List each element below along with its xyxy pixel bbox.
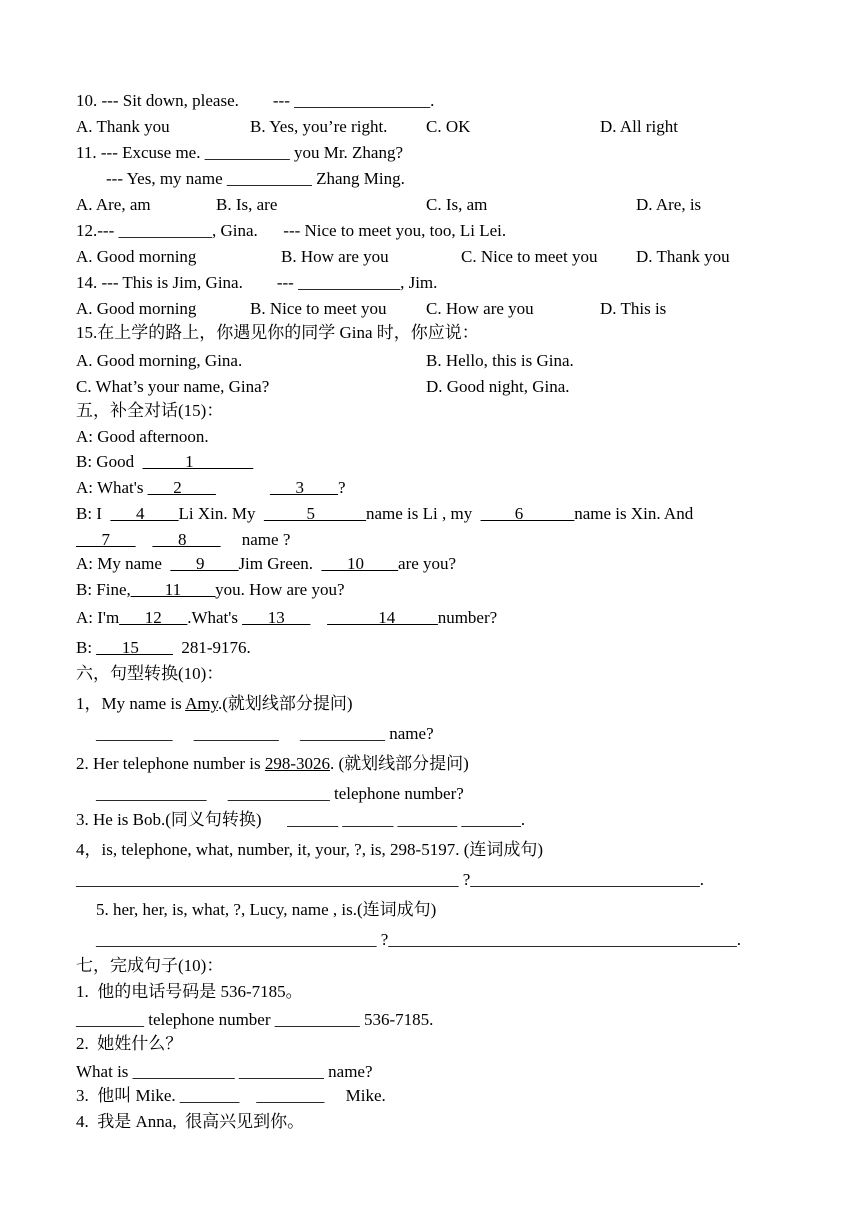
section6-item-3: 3. He is Bob.(同义句转换) ______ ______ _______ _______. [76,810,526,829]
blank-10: ___10____ [321,554,399,573]
dialog-text: A: I'm [76,608,120,627]
dialog-text: name is Li , my [365,504,481,523]
q12-option-b: B. How are you [281,247,389,266]
q14-option-b: B. Nice to meet you [250,299,387,318]
q12-option-a: A. Good morning [76,247,197,266]
blank-11: ____11____ [130,580,216,599]
dialog-text: B: Fine, [76,580,131,599]
q14-option-c: C. How are you [426,299,534,318]
dialog-text: B: I [76,504,111,523]
q11-option-a: A. Are, am [76,195,151,214]
section6-answer-1: _________ __________ __________ name? [96,724,434,743]
q15-option-a: A. Good morning, Gina. [76,351,243,370]
dialog-text: are you? [398,554,457,573]
section6-answer-4: _____________________________________________ ?___________________________. [76,870,705,889]
blank-3: ___3____ [270,478,338,497]
dialog-text: Li Xin. My [178,504,264,523]
dialog-line-1: A: Good afternoon. [76,427,209,446]
dialog-line-2 [76,452,253,472]
dialog-text: A: My name [76,554,171,573]
q11-stem-2: --- Yes, my name __________ Zhang Ming. [106,169,405,188]
q10-option-c: C. OK [426,117,471,136]
section6-item-5: 5. her, her, is, what, ?, Lucy, name , is.(连词成句) [96,900,437,919]
section7-answer-2: What is ____________ __________ name? [76,1062,373,1081]
blank-4: ___4____ [110,504,179,523]
q12-stem: 12.--- ___________, Gina. --- Nice to meet you, too, Li Lei. [76,221,507,240]
section7-item-4: 4. 我是 Anna, 很高兴见到你。 [76,1112,305,1131]
q10-stem: 10. --- Sit down, please. --- ________________. [76,91,435,110]
dialog-text: .What's [187,608,243,627]
q14-stem: 14. --- This is Jim, Gina. --- ____________, Jim. [76,273,438,292]
dialog-text: 281-9176. [172,638,251,657]
q11-stem: 11. --- Excuse me. __________ you Mr. Zhang? [76,143,404,162]
q10-option-d: D. All right [600,117,678,136]
dialog-line-7 [76,580,345,600]
q11-option-d: D. Are, is [636,195,702,214]
q15-option-c: C. What’s your name, Gina? [76,377,270,396]
item-text: . (就划线部分提问) [330,754,469,773]
section7-item-2: 2. 她姓什么？ [76,1034,183,1053]
blank-6: ____6______ [480,504,575,523]
blank-7: ___7___ [76,530,136,549]
dialog-text: you. How are you? [215,580,345,599]
section7-title: 七，完成句子(10)： [76,956,224,975]
section6-title: 六，句型转换(10)： [76,664,224,683]
q15-option-d: D. Good night, Gina. [426,377,570,396]
dialog-line-8 [76,608,497,628]
section6-answer-5: _________________________________ ?_________________________________________. [96,930,742,949]
q15-stem: 15.在上学的路上，你遇见你的同学 Gina 时，你应说： [76,323,479,342]
q12-option-d: D. Thank you [636,247,730,266]
blank-12: ___12___ [119,608,188,627]
blank-9: ___9____ [170,554,239,573]
q14-option-d: D. This is [600,299,667,318]
q11-option-c: C. Is, am [426,195,488,214]
dialog-text: B: Good [76,452,143,471]
dialog-text: Jim Green. [238,554,322,573]
blank-14: ______14_____ [327,608,438,627]
blank-2: ___2____ [147,478,216,497]
dialog-text: name ? [241,530,291,549]
dialog-text: number? [437,608,498,627]
section7-item-1: 1. 他的电话号码是 536-7185。 [76,982,303,1001]
q10-option-b: B. Yes, you’re right. [250,117,388,136]
dialog-text: name is Xin. And [574,504,694,523]
section6-item-1 [76,694,353,714]
dialog-line-3b [270,478,346,498]
underlined-number: 298-3026 [264,754,331,773]
dialog-line-6 [76,554,456,574]
q12-option-c: C. Nice to meet you [461,247,598,266]
blank-5: _____5______ [263,504,366,523]
dialog-line-4 [76,504,693,524]
q10-option-a: A. Thank you [76,117,170,136]
q11-option-b: B. Is, are [216,195,278,214]
dialog-line-3 [76,478,216,498]
q14-option-a: A. Good morning [76,299,197,318]
item-text: 1，My name is [76,694,186,713]
blank-15: ___15____ [96,638,173,657]
section6-item-4: 4，is, telephone, what, number, it, your, ?, is, 298-5197. (连词成句) [76,840,544,859]
underlined-word: Amy [185,694,218,713]
section6-answer-2: _____________ ____________ telephone number? [96,784,464,803]
dialog-text: B: [76,638,97,657]
section6-item-2 [76,754,469,774]
section5-title: 五，补全对话(15)： [76,401,224,420]
item-text: .(就划线部分提问) [218,694,353,713]
blank-13: ___13___ [242,608,311,627]
section7-answer-1: ________ telephone number __________ 536-7185. [76,1010,434,1029]
dialog-line-9 [76,638,251,658]
dialog-text: A: What's [76,478,148,497]
blank-1: _____1_______ [142,452,254,471]
dialog-line-5 [76,530,290,550]
dialog-text: ? [338,478,346,497]
blank-8: ___8____ [152,530,221,549]
q15-option-b: B. Hello, this is Gina. [426,351,574,370]
section7-item-3: 3. 他叫 Mike. _______ ________ Mike. [76,1086,386,1105]
item-text: 2. Her telephone number is [76,754,265,773]
